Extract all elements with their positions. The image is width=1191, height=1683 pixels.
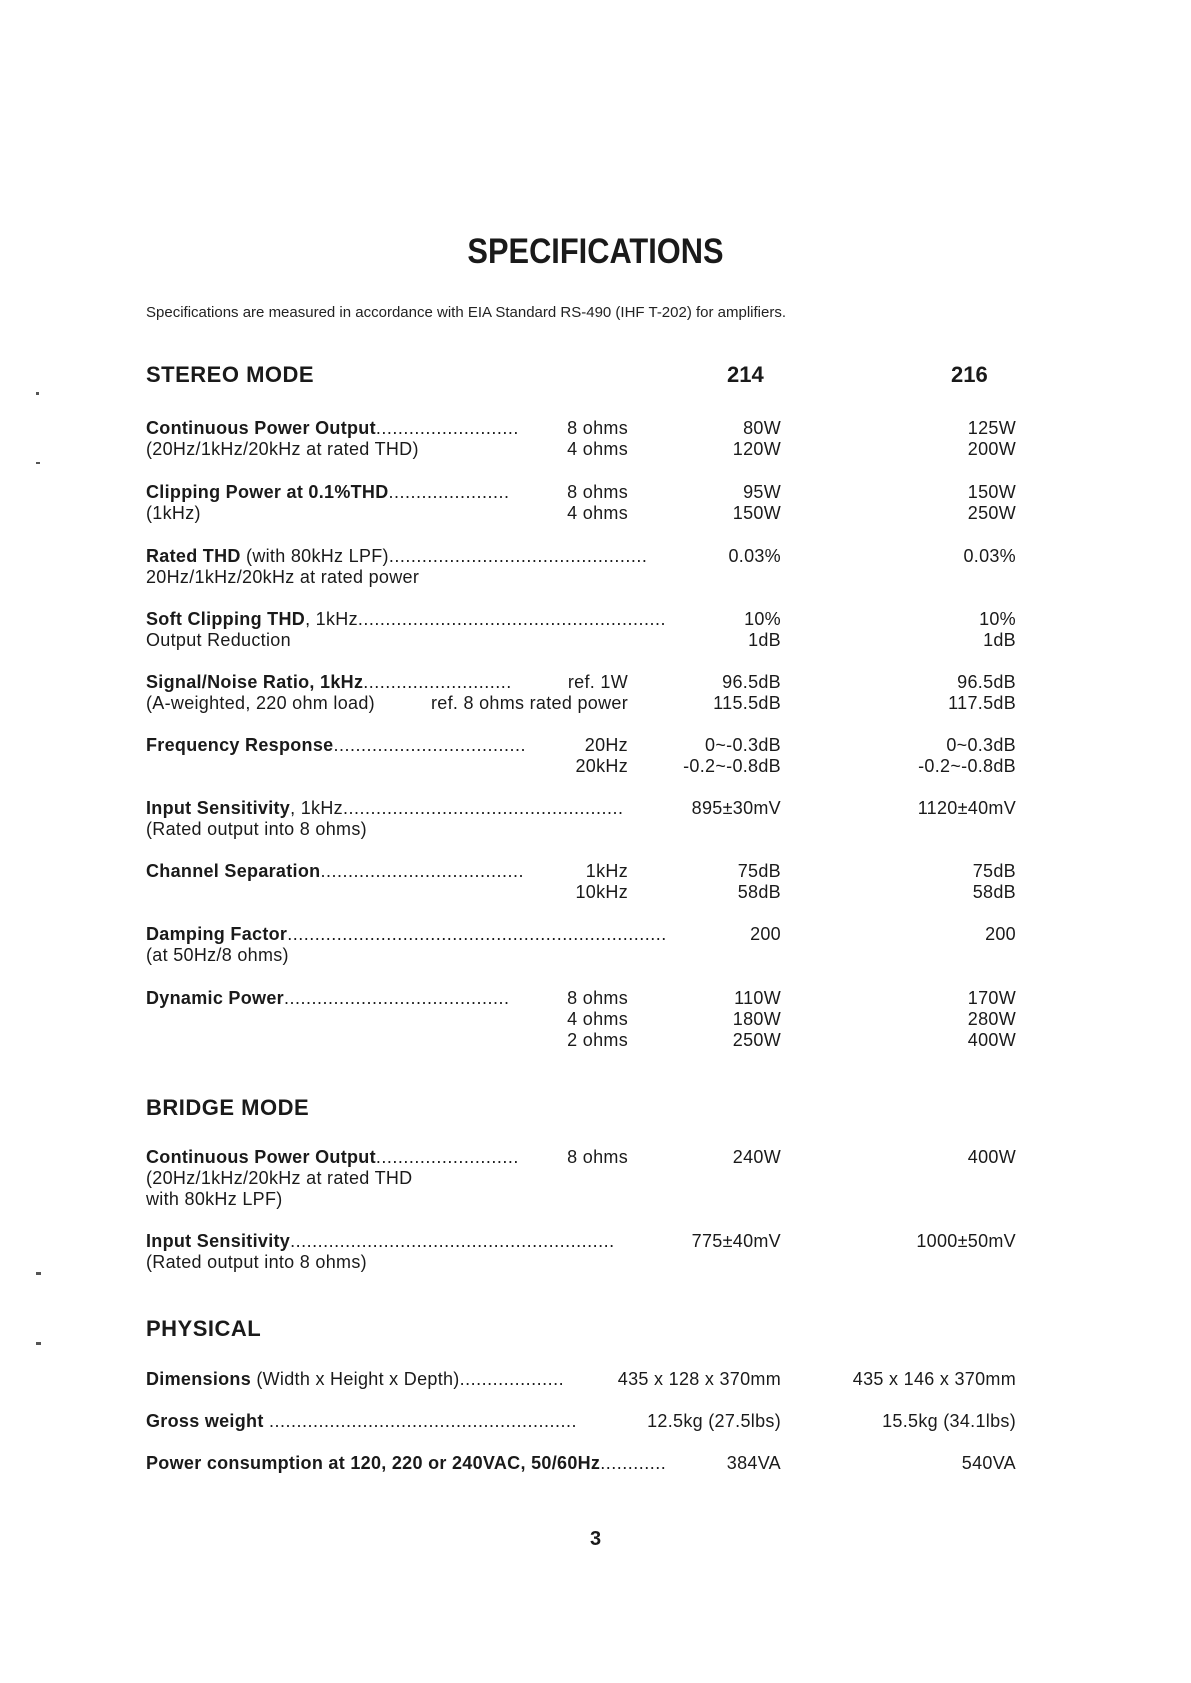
- condition: 8 ohms: [567, 482, 628, 502]
- spec-note: (20Hz/1kHz/20kHz at rated THD: [146, 1168, 413, 1188]
- stereo-mode-heading: STEREO MODE: [146, 362, 315, 387]
- spec-name-suffix: (Width x Height x Depth): [251, 1369, 460, 1389]
- value-216: 200: [985, 924, 1016, 944]
- physical-heading: PHYSICAL: [146, 1316, 262, 1341]
- spec-row-dynamic-power: [146, 987, 1016, 1053]
- spec-row-frequency-response: [146, 734, 1016, 778]
- leader-dots: ........................................................: [268, 1411, 577, 1431]
- value-214: 12.5kg (27.5lbs): [647, 1411, 781, 1431]
- spec-row-soft-clipping: [146, 608, 1016, 652]
- value-214: 775±40mV: [691, 1231, 781, 1251]
- leader-dots: .....................................: [320, 861, 524, 881]
- value-216: 1000±50mV: [916, 1231, 1016, 1251]
- spec-name: Rated THD: [146, 546, 241, 566]
- spec-row-bridge-continuous-power: [146, 1146, 1016, 1212]
- spec-name: Clipping Power at 0.1%THD: [146, 482, 389, 502]
- spec-row-continuous-power: [146, 417, 1016, 461]
- value-216: 125W: [967, 418, 1016, 438]
- spec-row-signal-noise: [146, 671, 1016, 715]
- value-216: 400W: [967, 1030, 1016, 1050]
- value-214: 115.5dB: [713, 693, 781, 713]
- value-214: 80W: [743, 418, 781, 438]
- value-214: 96.5dB: [722, 672, 781, 692]
- value-216: 10%: [979, 609, 1016, 629]
- spec-name: Power consumption at 120, 220 or 240VAC, 50/60Hz: [146, 1453, 601, 1473]
- value-214: 0~-0.3dB: [705, 735, 781, 755]
- condition: 4 ohms: [567, 503, 628, 523]
- value-216: 435 x 146 x 370mm: [852, 1369, 1016, 1389]
- value-216: 170W: [967, 988, 1016, 1008]
- condition: 10kHz: [575, 882, 628, 902]
- leader-dots: ............: [600, 1453, 667, 1473]
- value-214: 75dB: [737, 861, 781, 881]
- value-214: 895±30mV: [691, 798, 781, 818]
- leader-dots: ...................................: [333, 735, 527, 755]
- value-216: 117.5dB: [948, 693, 1016, 713]
- spec-note: with 80kHz LPF): [146, 1189, 283, 1209]
- spec-row-damping-factor: [146, 923, 1016, 967]
- spec-name: Input Sensitivity: [146, 798, 291, 818]
- condition: 8 ohms: [567, 988, 628, 1008]
- value-214: 1dB: [748, 630, 781, 650]
- value-216: 75dB: [972, 861, 1016, 881]
- value-214: 150W: [732, 503, 781, 523]
- scan-speck: [36, 462, 40, 464]
- value-214: 120W: [732, 439, 781, 459]
- spec-name: Input Sensitivity: [146, 1231, 291, 1251]
- value-216: 1120±40mV: [917, 798, 1016, 818]
- value-214: 435 x 128 x 370mm: [617, 1369, 781, 1389]
- spec-note: (Rated output into 8 ohms): [146, 819, 367, 839]
- leader-dots: ......................: [388, 482, 510, 502]
- spec-row-power-consumption: [146, 1452, 1016, 1474]
- scan-speck: [36, 1342, 41, 1345]
- condition: 4 ohms: [567, 439, 628, 459]
- spec-note: Output Reduction: [146, 630, 291, 650]
- spec-row-dimensions: [146, 1368, 1016, 1390]
- value-216: 15.5kg (34.1lbs): [882, 1411, 1016, 1431]
- leader-dots: ..........................: [375, 1147, 519, 1167]
- condition: 1kHz: [585, 861, 628, 881]
- column-header-214: 214: [727, 362, 764, 387]
- spec-name: Channel Separation: [146, 861, 321, 881]
- spec-name: Frequency Response: [146, 735, 334, 755]
- value-216: 58dB: [972, 882, 1016, 902]
- leader-dots: ...........................: [363, 672, 512, 692]
- value-216: 200W: [967, 439, 1016, 459]
- spec-name: Dynamic Power: [146, 988, 284, 1008]
- value-214: 110W: [734, 988, 781, 1008]
- scan-speck: [36, 392, 39, 395]
- spec-name-suffix: (with 80kHz LPF): [240, 546, 389, 566]
- value-216: 400W: [967, 1147, 1016, 1167]
- spec-note: (1kHz): [146, 503, 201, 523]
- page-number: 3: [589, 1528, 602, 1550]
- spec-name: Damping Factor: [146, 924, 288, 944]
- spec-row-input-sensitivity: [146, 797, 1016, 841]
- value-214: 250W: [732, 1030, 781, 1050]
- leader-dots: ..........................: [375, 418, 519, 438]
- spec-name-suffix: , 1kHz: [290, 798, 343, 818]
- value-216: 540VA: [961, 1453, 1016, 1473]
- condition: ref. 8 ohms rated power: [431, 693, 628, 713]
- leader-dots: ...................: [459, 1369, 565, 1389]
- spec-name: Dimensions: [146, 1369, 252, 1389]
- condition: 20kHz: [575, 756, 628, 776]
- spec-name: Soft Clipping THD: [146, 609, 306, 629]
- value-216: 150W: [967, 482, 1016, 502]
- value-216: 280W: [967, 1009, 1016, 1029]
- value-214: -0.2~-0.8dB: [683, 756, 781, 776]
- spec-note: (at 50Hz/8 ohms): [146, 945, 289, 965]
- leader-dots: .........................................: [283, 988, 510, 1008]
- spec-name: Signal/Noise Ratio, 1kHz: [146, 672, 364, 692]
- condition: 2 ohms: [567, 1030, 628, 1050]
- value-216: 0.03%: [963, 546, 1016, 566]
- value-214: 180W: [732, 1009, 781, 1029]
- spec-name: Gross weight: [146, 1411, 264, 1431]
- leader-dots: ...................................................: [342, 798, 624, 818]
- spec-note: (20Hz/1kHz/20kHz at rated THD): [146, 439, 419, 459]
- value-214: 200: [750, 924, 781, 944]
- spec-note: 20Hz/1kHz/20kHz at rated power: [146, 567, 420, 587]
- spec-name-suffix: , 1kHz: [305, 609, 358, 629]
- value-216: 1dB: [983, 630, 1016, 650]
- condition: 8 ohms: [567, 418, 628, 438]
- value-214: 0.03%: [728, 546, 781, 566]
- condition: 4 ohms: [567, 1009, 628, 1029]
- value-216: 250W: [967, 503, 1016, 523]
- spec-name: Continuous Power Output: [146, 418, 376, 438]
- spec-row-bridge-input-sensitivity: [146, 1230, 1016, 1274]
- column-header-216: 216: [951, 362, 988, 387]
- spec-row-gross-weight: [146, 1410, 1016, 1432]
- intro-text: Specifications are measured in accordance with EIA Standard RS-490 (IHF T-202) for amplifiers.: [146, 304, 787, 321]
- value-216: 0~0.3dB: [946, 735, 1016, 755]
- spec-row-rated-thd: [146, 545, 1016, 589]
- value-216: -0.2~-0.8dB: [918, 756, 1016, 776]
- value-214: 58dB: [737, 882, 781, 902]
- spec-note: (A-weighted, 220 ohm load): [146, 693, 375, 713]
- spec-name: Continuous Power Output: [146, 1147, 376, 1167]
- scan-speck: [36, 1272, 41, 1275]
- bridge-mode-heading: BRIDGE MODE: [146, 1095, 310, 1120]
- spec-row-channel-separation: [146, 860, 1016, 904]
- spec-note: (Rated output into 8 ohms): [146, 1252, 367, 1272]
- value-214: 95W: [743, 482, 781, 502]
- page-title: SPECIFICATIONS: [467, 232, 724, 271]
- condition: ref. 1W: [567, 672, 628, 692]
- value-216: 96.5dB: [957, 672, 1016, 692]
- leader-dots: ........................................................: [357, 609, 666, 629]
- condition: 20Hz: [584, 735, 628, 755]
- leader-dots: ...............................................: [388, 546, 648, 566]
- spec-row-clipping-power: [146, 481, 1016, 525]
- leader-dots: ...........................................................: [290, 1231, 615, 1251]
- value-214: 240W: [732, 1147, 781, 1167]
- condition: 8 ohms: [567, 1147, 628, 1167]
- value-214: 384VA: [726, 1453, 781, 1473]
- leader-dots: .....................................................................: [287, 924, 667, 944]
- value-214: 10%: [744, 609, 781, 629]
